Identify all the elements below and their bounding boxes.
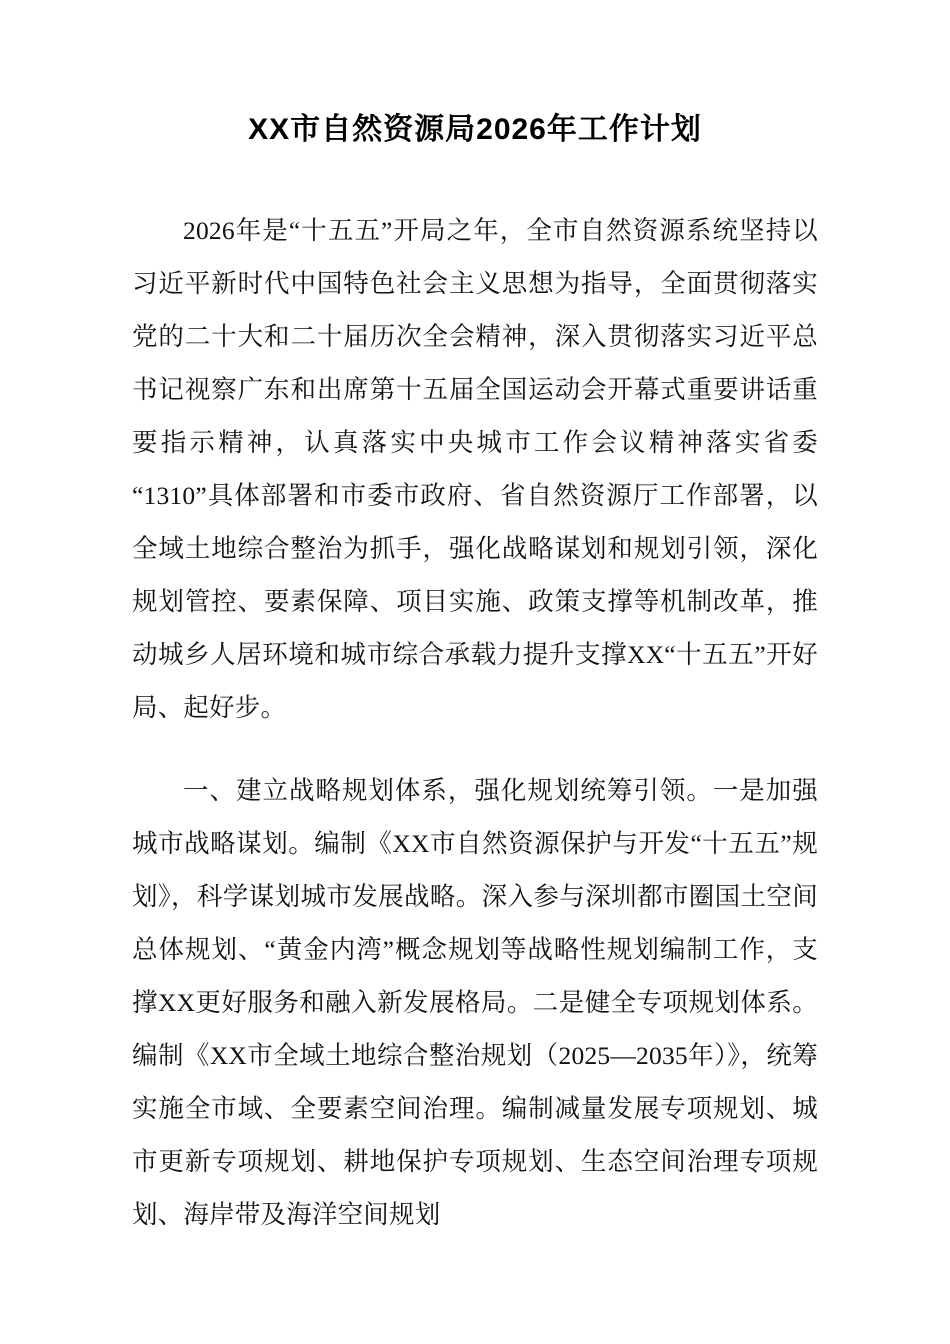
paragraph-1: 2026年是“十五五”开局之年，全市自然资源系统坚持以习近平新时代中国特色社会主义思想为指导，全面贯彻落实党的二十大和二十届历次全会精神，深入贯彻落实习近平总书记视察广东和出席第十五届全国运动会开幕式重要讲话重要指示精神，认真落实中央城市工作会议精神落实省委“1310”具体部署和市委市政府、省自然资源厅工作部署，以全域土地综合整治为抓手，强化战略谋划和规划引领，深化规划管控、要素保障、项目实施、政策支撑等机制改革，推动城乡人居环境和城市综合承载力提升支撑XX“十五五”开好局、起好步。 xyxy=(132,216,818,722)
page-title: XX市自然资源局2026年工作计划 xyxy=(248,113,702,146)
paragraph-2: 一、建立战略规划体系，强化规划统筹引领。一是加强城市战略谋划。编制《XX市自然资源保护与开发“十五五”规划》，科学谋划城市发展战略。深入参与深圳都市圈国土空间总体规划、“黄金内湾”概念规划等战略性规划编制工作，支撑XX更好服务和融入新发展格局。二是健全专项规划体系。编制《XX市全域土地综合整治规划（2025—2035年）》，统筹实施全市域、全要素空间治理。编制减量发展专项规划、城市更新专项规划、耕地保护专项规划、生态空间治理专项规划、海岸带及海洋空间规划 xyxy=(132,776,818,1229)
